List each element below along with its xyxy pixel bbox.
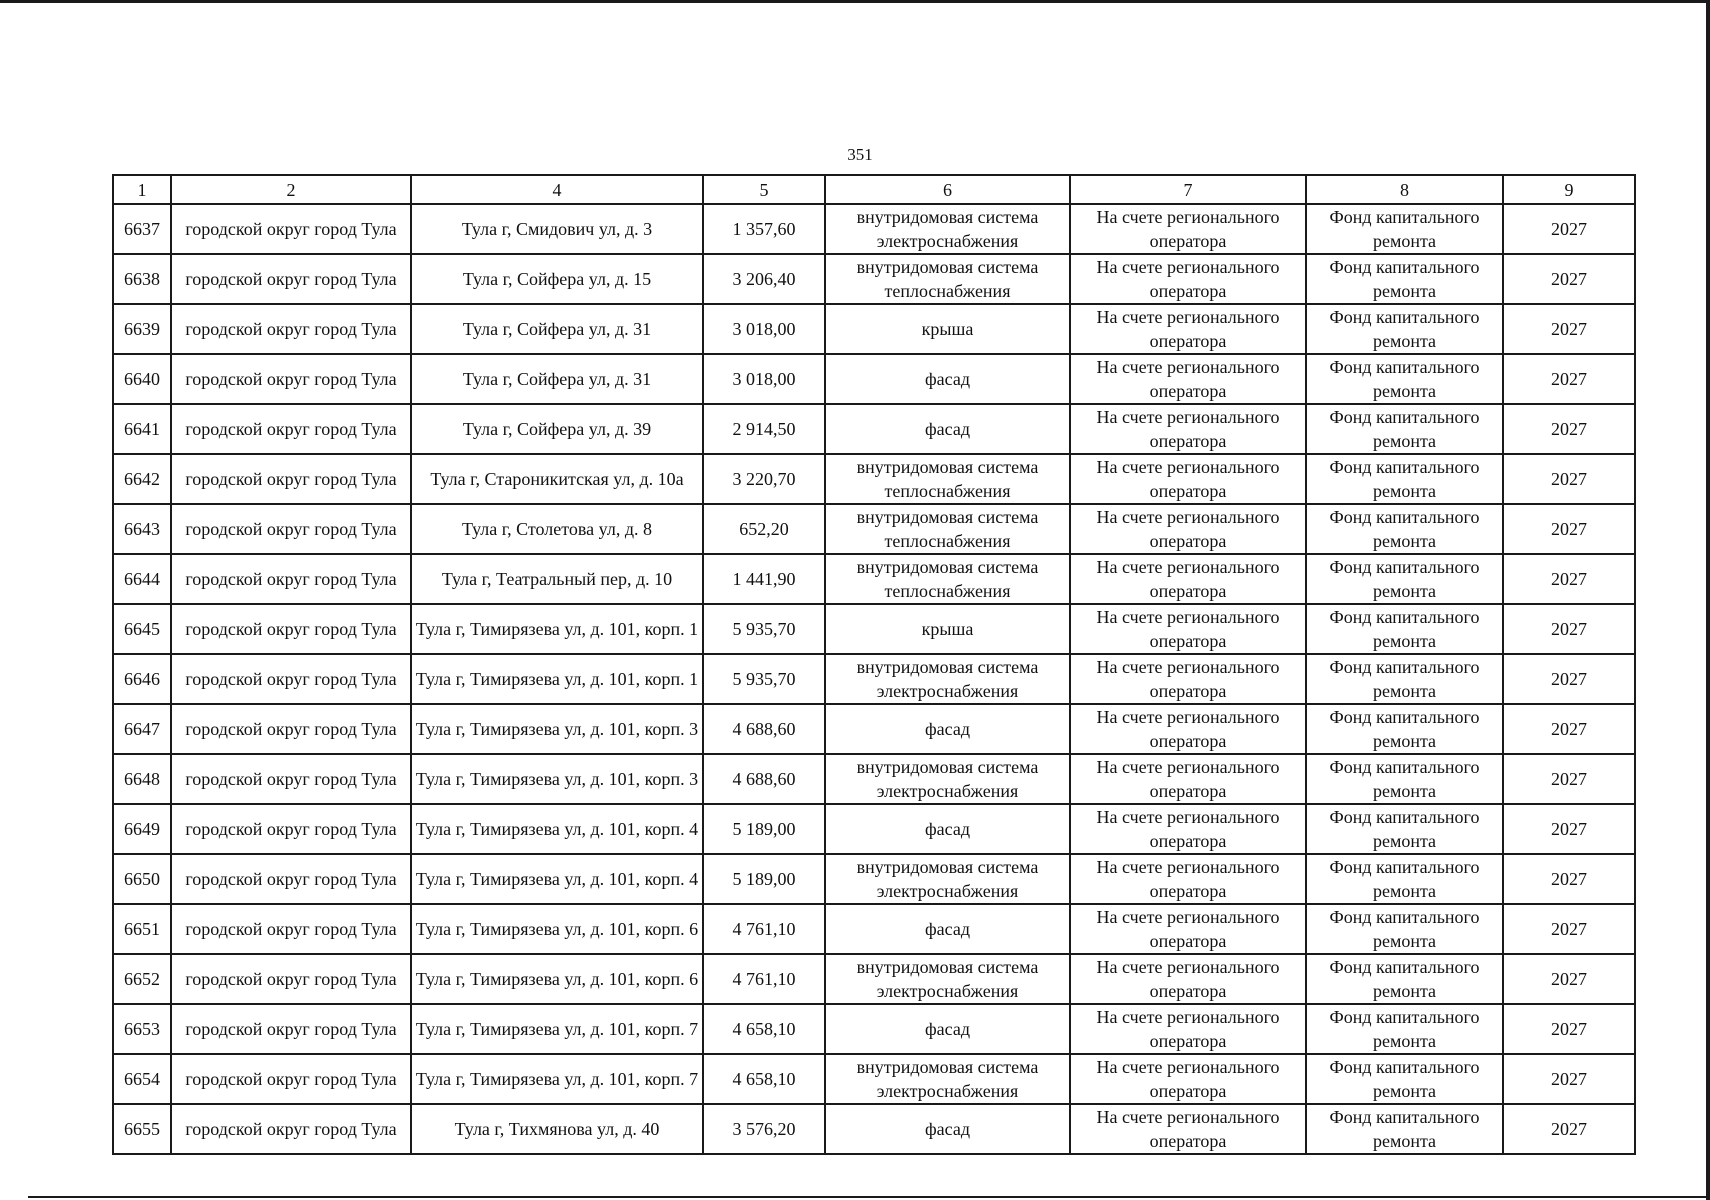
row-number-cell: 6652 <box>113 954 171 1004</box>
funding-source-cell: Фонд капитального ремонта <box>1306 804 1503 854</box>
fund-account-cell: На счете регионального оператора <box>1070 804 1306 854</box>
funding-source-cell: Фонд капитального ремонта <box>1306 504 1503 554</box>
work-type-cell: внутридомовая система электроснабжения <box>825 1054 1070 1104</box>
funding-source-cell: Фонд капитального ремонта <box>1306 1004 1503 1054</box>
funding-source-cell: Фонд капитального ремонта <box>1306 354 1503 404</box>
address-cell: Тула г, Тимирязева ул, д. 101, корп. 7 <box>411 1054 703 1104</box>
row-number-cell: 6638 <box>113 254 171 304</box>
table-row <box>113 1104 1635 1154</box>
funding-source-cell: Фонд капитального ремонта <box>1306 754 1503 804</box>
municipality-cell: городской округ город Тула <box>171 1004 411 1054</box>
year-cell: 2027 <box>1503 1054 1635 1104</box>
year-cell: 2027 <box>1503 354 1635 404</box>
row-number-cell: 6644 <box>113 554 171 604</box>
work-type-cell: внутридомовая система электроснабжения <box>825 954 1070 1004</box>
row-number-cell: 6654 <box>113 1054 171 1104</box>
work-type-cell: внутридомовая система электроснабжения <box>825 754 1070 804</box>
year-cell: 2027 <box>1503 454 1635 504</box>
fund-account-cell: На счете регионального оператора <box>1070 1054 1306 1104</box>
municipality-cell: городской округ город Тула <box>171 904 411 954</box>
row-number-cell: 6642 <box>113 454 171 504</box>
fund-account-cell: На счете регионального оператора <box>1070 1104 1306 1154</box>
table-row <box>113 254 1635 304</box>
table-row <box>113 754 1635 804</box>
year-cell: 2027 <box>1503 604 1635 654</box>
table-row <box>113 204 1635 254</box>
fund-account-cell: На счете регионального оператора <box>1070 1004 1306 1054</box>
municipality-cell: городской округ город Тула <box>171 604 411 654</box>
fund-account-cell: На счете регионального оператора <box>1070 204 1306 254</box>
funding-source-cell: Фонд капитального ремонта <box>1306 954 1503 1004</box>
address-cell: Тула г, Тимирязева ул, д. 101, корп. 3 <box>411 704 703 754</box>
work-type-cell: внутридомовая система электроснабжения <box>825 654 1070 704</box>
work-type-cell: внутридомовая система теплоснабжения <box>825 254 1070 304</box>
fund-account-cell: На счете регионального оператора <box>1070 504 1306 554</box>
area-cell: 2 914,50 <box>703 404 825 454</box>
work-type-cell: внутридомовая система теплоснабжения <box>825 454 1070 504</box>
funding-source-cell: Фонд капитального ремонта <box>1306 204 1503 254</box>
fund-account-cell: На счете регионального оператора <box>1070 454 1306 504</box>
work-type-cell: фасад <box>825 1004 1070 1054</box>
table-header <box>113 175 1635 204</box>
header-col-6: 6 <box>825 175 1070 204</box>
year-cell: 2027 <box>1503 754 1635 804</box>
address-cell: Тула г, Староникитская ул, д. 10а <box>411 454 703 504</box>
fund-account-cell: На счете регионального оператора <box>1070 354 1306 404</box>
fund-account-cell: На счете регионального оператора <box>1070 954 1306 1004</box>
work-type-cell: внутридомовая система электроснабжения <box>825 854 1070 904</box>
year-cell: 2027 <box>1503 504 1635 554</box>
address-cell: Тула г, Театральный пер, д. 10 <box>411 554 703 604</box>
address-cell: Тула г, Тимирязева ул, д. 101, корп. 3 <box>411 754 703 804</box>
year-cell: 2027 <box>1503 554 1635 604</box>
year-cell: 2027 <box>1503 304 1635 354</box>
header-col-2: 2 <box>171 175 411 204</box>
municipality-cell: городской округ город Тула <box>171 704 411 754</box>
row-number-cell: 6646 <box>113 654 171 704</box>
funding-source-cell: Фонд капитального ремонта <box>1306 1054 1503 1104</box>
address-cell: Тула г, Тимирязева ул, д. 101, корп. 7 <box>411 1004 703 1054</box>
row-number-cell: 6647 <box>113 704 171 754</box>
fund-account-cell: На счете регионального оператора <box>1070 404 1306 454</box>
work-type-cell: внутридомовая система теплоснабжения <box>825 504 1070 554</box>
area-cell: 4 761,10 <box>703 954 825 1004</box>
row-number-cell: 6649 <box>113 804 171 854</box>
area-cell: 4 688,60 <box>703 754 825 804</box>
area-cell: 1 357,60 <box>703 204 825 254</box>
row-number-cell: 6653 <box>113 1004 171 1054</box>
fund-account-cell: На счете регионального оператора <box>1070 554 1306 604</box>
scan-edge-right <box>1706 0 1710 1200</box>
area-cell: 4 658,10 <box>703 1054 825 1104</box>
table-row <box>113 904 1635 954</box>
area-cell: 1 441,90 <box>703 554 825 604</box>
funding-source-cell: Фонд капитального ремонта <box>1306 904 1503 954</box>
table-row <box>113 954 1635 1004</box>
header-col-4: 4 <box>411 175 703 204</box>
row-number-cell: 6639 <box>113 304 171 354</box>
address-cell: Тула г, Тимирязева ул, д. 101, корп. 6 <box>411 954 703 1004</box>
table-row <box>113 404 1635 454</box>
funding-source-cell: Фонд капитального ремонта <box>1306 554 1503 604</box>
page-number: 351 <box>847 145 873 164</box>
row-number-cell: 6641 <box>113 404 171 454</box>
funding-source-cell: Фонд капитального ремонта <box>1306 704 1503 754</box>
table-row <box>113 804 1635 854</box>
municipality-cell: городской округ город Тула <box>171 354 411 404</box>
area-cell: 5 189,00 <box>703 854 825 904</box>
work-type-cell: крыша <box>825 304 1070 354</box>
header-row <box>113 175 1635 204</box>
municipality-cell: городской округ город Тула <box>171 854 411 904</box>
fund-account-cell: На счете регионального оператора <box>1070 604 1306 654</box>
area-cell: 5 935,70 <box>703 604 825 654</box>
table-row <box>113 854 1635 904</box>
table-row <box>113 354 1635 404</box>
municipality-cell: городской округ город Тула <box>171 1104 411 1154</box>
area-cell: 3 018,00 <box>703 304 825 354</box>
area-cell: 4 658,10 <box>703 1004 825 1054</box>
area-cell: 652,20 <box>703 504 825 554</box>
funding-source-cell: Фонд капитального ремонта <box>1306 654 1503 704</box>
address-cell: Тула г, Тимирязева ул, д. 101, корп. 1 <box>411 604 703 654</box>
table-row <box>113 504 1635 554</box>
table-row <box>113 704 1635 754</box>
header-col-5: 5 <box>703 175 825 204</box>
area-cell: 3 206,40 <box>703 254 825 304</box>
work-type-cell: крыша <box>825 604 1070 654</box>
year-cell: 2027 <box>1503 704 1635 754</box>
table-row <box>113 304 1635 354</box>
municipality-cell: городской округ город Тула <box>171 654 411 704</box>
row-number-cell: 6637 <box>113 204 171 254</box>
funding-source-cell: Фонд капитального ремонта <box>1306 1104 1503 1154</box>
fund-account-cell: На счете регионального оператора <box>1070 754 1306 804</box>
funding-source-cell: Фонд капитального ремонта <box>1306 454 1503 504</box>
table-body <box>113 204 1635 1154</box>
work-type-cell: фасад <box>825 404 1070 454</box>
area-cell: 5 189,00 <box>703 804 825 854</box>
address-cell: Тула г, Тимирязева ул, д. 101, корп. 1 <box>411 654 703 704</box>
table-row <box>113 454 1635 504</box>
municipality-cell: городской округ город Тула <box>171 304 411 354</box>
fund-account-cell: На счете регионального оператора <box>1070 654 1306 704</box>
area-cell: 3 220,70 <box>703 454 825 504</box>
funding-source-cell: Фонд капитального ремонта <box>1306 604 1503 654</box>
address-cell: Тула г, Сойфера ул, д. 15 <box>411 254 703 304</box>
municipality-cell: городской округ город Тула <box>171 1054 411 1104</box>
area-cell: 3 018,00 <box>703 354 825 404</box>
municipality-cell: городской округ город Тула <box>171 204 411 254</box>
fund-account-cell: На счете регионального оператора <box>1070 704 1306 754</box>
municipality-cell: городской округ город Тула <box>171 504 411 554</box>
header-col-8: 8 <box>1306 175 1503 204</box>
work-type-cell: фасад <box>825 1104 1070 1154</box>
municipality-cell: городской округ город Тула <box>171 754 411 804</box>
year-cell: 2027 <box>1503 854 1635 904</box>
header-col-1: 1 <box>113 175 171 204</box>
area-cell: 4 761,10 <box>703 904 825 954</box>
row-number-cell: 6648 <box>113 754 171 804</box>
table-row <box>113 1054 1635 1104</box>
capital-repair-table <box>112 174 1636 1155</box>
address-cell: Тула г, Тимирязева ул, д. 101, корп. 4 <box>411 804 703 854</box>
scan-edge-bottom <box>28 1196 1710 1198</box>
year-cell: 2027 <box>1503 1004 1635 1054</box>
scan-edge-top <box>0 0 1710 3</box>
header-col-9: 9 <box>1503 175 1635 204</box>
municipality-cell: городской округ город Тула <box>171 404 411 454</box>
year-cell: 2027 <box>1503 1104 1635 1154</box>
work-type-cell: фасад <box>825 704 1070 754</box>
year-cell: 2027 <box>1503 654 1635 704</box>
table-row <box>113 604 1635 654</box>
funding-source-cell: Фонд капитального ремонта <box>1306 854 1503 904</box>
work-type-cell: внутридомовая система теплоснабжения <box>825 554 1070 604</box>
work-type-cell: фасад <box>825 904 1070 954</box>
address-cell: Тула г, Столетова ул, д. 8 <box>411 504 703 554</box>
address-cell: Тула г, Сойфера ул, д. 31 <box>411 354 703 404</box>
funding-source-cell: Фонд капитального ремонта <box>1306 304 1503 354</box>
year-cell: 2027 <box>1503 254 1635 304</box>
row-number-cell: 6651 <box>113 904 171 954</box>
header-col-7: 7 <box>1070 175 1306 204</box>
address-cell: Тула г, Смидович ул, д. 3 <box>411 204 703 254</box>
fund-account-cell: На счете регионального оператора <box>1070 254 1306 304</box>
address-cell: Тула г, Тимирязева ул, д. 101, корп. 6 <box>411 904 703 954</box>
year-cell: 2027 <box>1503 954 1635 1004</box>
row-number-cell: 6640 <box>113 354 171 404</box>
fund-account-cell: На счете регионального оператора <box>1070 304 1306 354</box>
work-type-cell: фасад <box>825 804 1070 854</box>
municipality-cell: городской округ город Тула <box>171 954 411 1004</box>
work-type-cell: фасад <box>825 354 1070 404</box>
row-number-cell: 6645 <box>113 604 171 654</box>
row-number-cell: 6650 <box>113 854 171 904</box>
address-cell: Тула г, Тихмянова ул, д. 40 <box>411 1104 703 1154</box>
area-cell: 3 576,20 <box>703 1104 825 1154</box>
address-cell: Тула г, Сойфера ул, д. 39 <box>411 404 703 454</box>
row-number-cell: 6655 <box>113 1104 171 1154</box>
address-cell: Тула г, Тимирязева ул, д. 101, корп. 4 <box>411 854 703 904</box>
area-cell: 5 935,70 <box>703 654 825 704</box>
fund-account-cell: На счете регионального оператора <box>1070 904 1306 954</box>
municipality-cell: городской округ город Тула <box>171 254 411 304</box>
address-cell: Тула г, Сойфера ул, д. 31 <box>411 304 703 354</box>
year-cell: 2027 <box>1503 904 1635 954</box>
year-cell: 2027 <box>1503 404 1635 454</box>
funding-source-cell: Фонд капитального ремонта <box>1306 404 1503 454</box>
area-cell: 4 688,60 <box>703 704 825 754</box>
municipality-cell: городской округ город Тула <box>171 454 411 504</box>
table-row <box>113 654 1635 704</box>
table-row <box>113 1004 1635 1054</box>
fund-account-cell: На счете регионального оператора <box>1070 854 1306 904</box>
funding-source-cell: Фонд капитального ремонта <box>1306 254 1503 304</box>
table-row <box>113 554 1635 604</box>
year-cell: 2027 <box>1503 204 1635 254</box>
municipality-cell: городской округ город Тула <box>171 554 411 604</box>
row-number-cell: 6643 <box>113 504 171 554</box>
year-cell: 2027 <box>1503 804 1635 854</box>
work-type-cell: внутридомовая система электроснабжения <box>825 204 1070 254</box>
municipality-cell: городской округ город Тула <box>171 804 411 854</box>
